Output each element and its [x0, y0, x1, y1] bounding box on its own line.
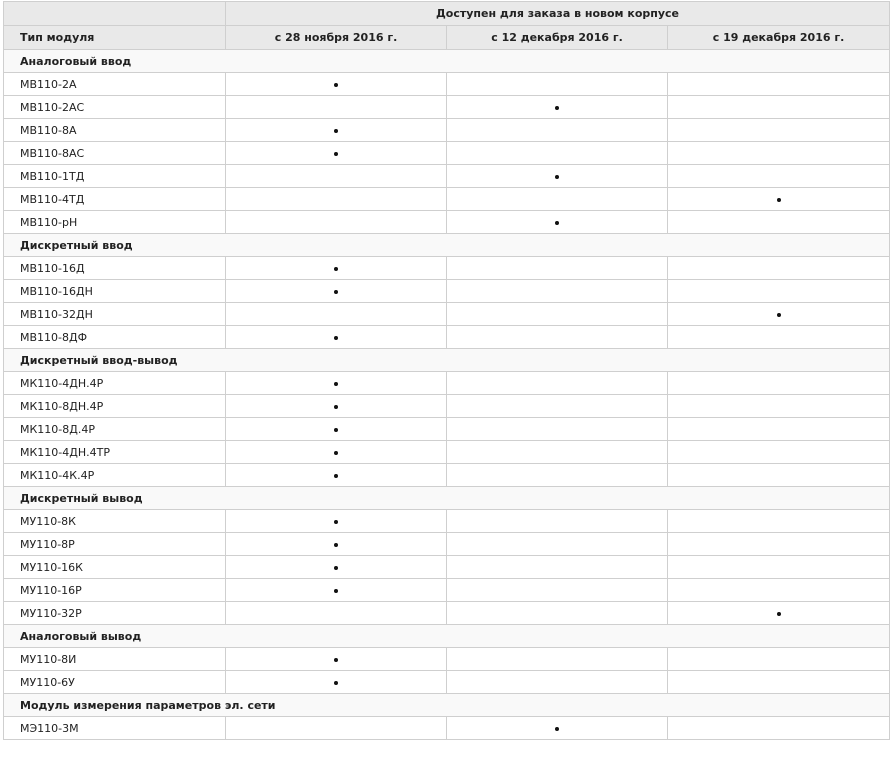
table-row: [4, 418, 890, 441]
header-empty-cell: [4, 2, 226, 26]
availability-cell: [668, 418, 890, 441]
bullet-icon: [777, 313, 781, 317]
availability-cell: [447, 464, 668, 487]
table-row: [4, 142, 890, 165]
bullet-icon: [334, 152, 338, 156]
group-title: Дискретный вывод: [4, 487, 890, 510]
availability-cell: [226, 372, 447, 395]
availability-cell: [668, 510, 890, 533]
availability-cell: [226, 395, 447, 418]
availability-cell: [226, 418, 447, 441]
table-row: [4, 372, 890, 395]
module-name: МВ110-16ДН: [4, 280, 226, 303]
availability-cell: [668, 602, 890, 625]
group-row: [4, 349, 890, 372]
module-name: МВ110-8АС: [4, 142, 226, 165]
availability-cell: [447, 556, 668, 579]
availability-cell: [226, 717, 447, 740]
bullet-icon: [334, 589, 338, 593]
availability-cell: [668, 142, 890, 165]
bullet-icon: [334, 543, 338, 547]
bullet-icon: [334, 83, 338, 87]
availability-cell: [447, 579, 668, 602]
availability-cell: [447, 211, 668, 234]
module-name: МК110-4ДН.4Р: [4, 372, 226, 395]
module-name: МУ110-32Р: [4, 602, 226, 625]
availability-cell: [447, 602, 668, 625]
availability-cell: [668, 372, 890, 395]
bullet-icon: [334, 681, 338, 685]
availability-cell: [226, 211, 447, 234]
module-name: МУ110-16К: [4, 556, 226, 579]
availability-cell: [447, 188, 668, 211]
availability-cell: [447, 671, 668, 694]
table-row: [4, 602, 890, 625]
availability-cell: [226, 326, 447, 349]
availability-cell: [668, 671, 890, 694]
availability-cell: [447, 165, 668, 188]
availability-cell: [226, 257, 447, 280]
module-name: МК110-4К.4Р: [4, 464, 226, 487]
availability-cell: [668, 717, 890, 740]
module-name: МУ110-8Р: [4, 533, 226, 556]
availability-cell: [226, 280, 447, 303]
availability-cell: [447, 326, 668, 349]
availability-cell: [668, 464, 890, 487]
availability-cell: [668, 303, 890, 326]
header-row-2: [4, 26, 890, 50]
bullet-icon: [334, 267, 338, 271]
availability-cell: [447, 648, 668, 671]
availability-cell: [447, 142, 668, 165]
group-title: Аналоговый вывод: [4, 625, 890, 648]
group-row: [4, 50, 890, 73]
availability-cell: [447, 418, 668, 441]
bullet-icon: [334, 290, 338, 294]
availability-cell: [447, 372, 668, 395]
availability-cell: [226, 303, 447, 326]
date-header-2: с 12 декабря 2016 г.: [447, 26, 668, 50]
availability-cell: [226, 441, 447, 464]
availability-cell: [226, 188, 447, 211]
table-row: [4, 257, 890, 280]
availability-cell: [226, 96, 447, 119]
module-name: МВ110-2А: [4, 73, 226, 96]
date-header-1: с 28 ноября 2016 г.: [226, 26, 447, 50]
table-row: [4, 441, 890, 464]
bullet-icon: [334, 474, 338, 478]
bullet-icon: [555, 727, 559, 731]
table-row: [4, 119, 890, 142]
availability-cell: [668, 395, 890, 418]
module-name: МВ110-рН: [4, 211, 226, 234]
availability-cell: [447, 119, 668, 142]
availability-cell: [668, 533, 890, 556]
availability-cell: [447, 73, 668, 96]
availability-cell: [668, 648, 890, 671]
bullet-icon: [777, 612, 781, 616]
module-name: МУ110-8И: [4, 648, 226, 671]
availability-cell: [668, 73, 890, 96]
module-name: МУ110-6У: [4, 671, 226, 694]
table-row: [4, 648, 890, 671]
table-row: [4, 533, 890, 556]
availability-cell: [668, 165, 890, 188]
bullet-icon: [555, 106, 559, 110]
module-name: МК110-8Д.4Р: [4, 418, 226, 441]
group-title: Модуль измерения параметров эл. сети: [4, 694, 890, 717]
availability-cell: [226, 579, 447, 602]
availability-cell: [226, 533, 447, 556]
module-name: МВ110-16Д: [4, 257, 226, 280]
availability-cell: [447, 441, 668, 464]
module-type-header: Тип модуля: [4, 26, 226, 50]
availability-cell: [668, 188, 890, 211]
availability-cell: [447, 257, 668, 280]
availability-cell: [668, 441, 890, 464]
availability-cell: [447, 280, 668, 303]
group-title: Дискретный ввод-вывод: [4, 349, 890, 372]
table-row: [4, 188, 890, 211]
table-row: [4, 165, 890, 188]
table-row: [4, 579, 890, 602]
availability-cell: [668, 211, 890, 234]
availability-cell: [226, 142, 447, 165]
group-title: Дискретный ввод: [4, 234, 890, 257]
header-row-1: [4, 2, 890, 26]
module-name: МВ110-8ДФ: [4, 326, 226, 349]
bullet-icon: [334, 129, 338, 133]
table-body: [4, 2, 890, 740]
module-name: МВ110-1ТД: [4, 165, 226, 188]
availability-cell: [668, 280, 890, 303]
availability-cell: [226, 464, 447, 487]
table-row: [4, 671, 890, 694]
module-name: МК110-4ДН.4ТР: [4, 441, 226, 464]
module-name: МВ110-2АС: [4, 96, 226, 119]
availability-cell: [447, 510, 668, 533]
availability-cell: [226, 556, 447, 579]
bullet-icon: [334, 382, 338, 386]
group-row: [4, 694, 890, 717]
bullet-icon: [555, 221, 559, 225]
module-name: МВ110-4ТД: [4, 188, 226, 211]
table-row: [4, 303, 890, 326]
table-row: [4, 73, 890, 96]
date-header-3: с 19 декабря 2016 г.: [668, 26, 890, 50]
module-name: МК110-8ДН.4Р: [4, 395, 226, 418]
availability-table: [3, 1, 890, 740]
bullet-icon: [555, 175, 559, 179]
group-row: [4, 625, 890, 648]
availability-cell: [447, 395, 668, 418]
availability-cell: [226, 602, 447, 625]
availability-cell: [668, 556, 890, 579]
group-row: [4, 487, 890, 510]
bullet-icon: [334, 658, 338, 662]
bullet-icon: [334, 520, 338, 524]
availability-cell: [226, 73, 447, 96]
table-row: [4, 395, 890, 418]
table-row: [4, 510, 890, 533]
module-name: МУ110-16Р: [4, 579, 226, 602]
table-row: [4, 96, 890, 119]
module-name: МВ110-32ДН: [4, 303, 226, 326]
table-row: [4, 717, 890, 740]
availability-cell: [668, 326, 890, 349]
availability-cell: [447, 533, 668, 556]
availability-cell: [226, 671, 447, 694]
bullet-icon: [334, 336, 338, 340]
availability-cell: [226, 165, 447, 188]
bullet-icon: [334, 451, 338, 455]
availability-cell: [668, 257, 890, 280]
availability-cell: [226, 510, 447, 533]
availability-cell: [668, 119, 890, 142]
module-name: МЭ110-3М: [4, 717, 226, 740]
bullet-icon: [777, 198, 781, 202]
availability-cell: [668, 579, 890, 602]
table-row: [4, 556, 890, 579]
availability-cell: [447, 96, 668, 119]
availability-cell: [447, 303, 668, 326]
group-title: Аналоговый ввод: [4, 50, 890, 73]
bullet-icon: [334, 566, 338, 570]
availability-cell: [668, 96, 890, 119]
bullet-icon: [334, 428, 338, 432]
bullet-icon: [334, 405, 338, 409]
availability-cell: [226, 119, 447, 142]
availability-cell: [226, 648, 447, 671]
table-row: [4, 326, 890, 349]
group-row: [4, 234, 890, 257]
module-name: МУ110-8К: [4, 510, 226, 533]
table-row: [4, 211, 890, 234]
availability-title: Доступен для заказа в новом корпусе: [226, 2, 890, 26]
table-row: [4, 280, 890, 303]
table-row: [4, 464, 890, 487]
module-name: МВ110-8А: [4, 119, 226, 142]
availability-cell: [447, 717, 668, 740]
